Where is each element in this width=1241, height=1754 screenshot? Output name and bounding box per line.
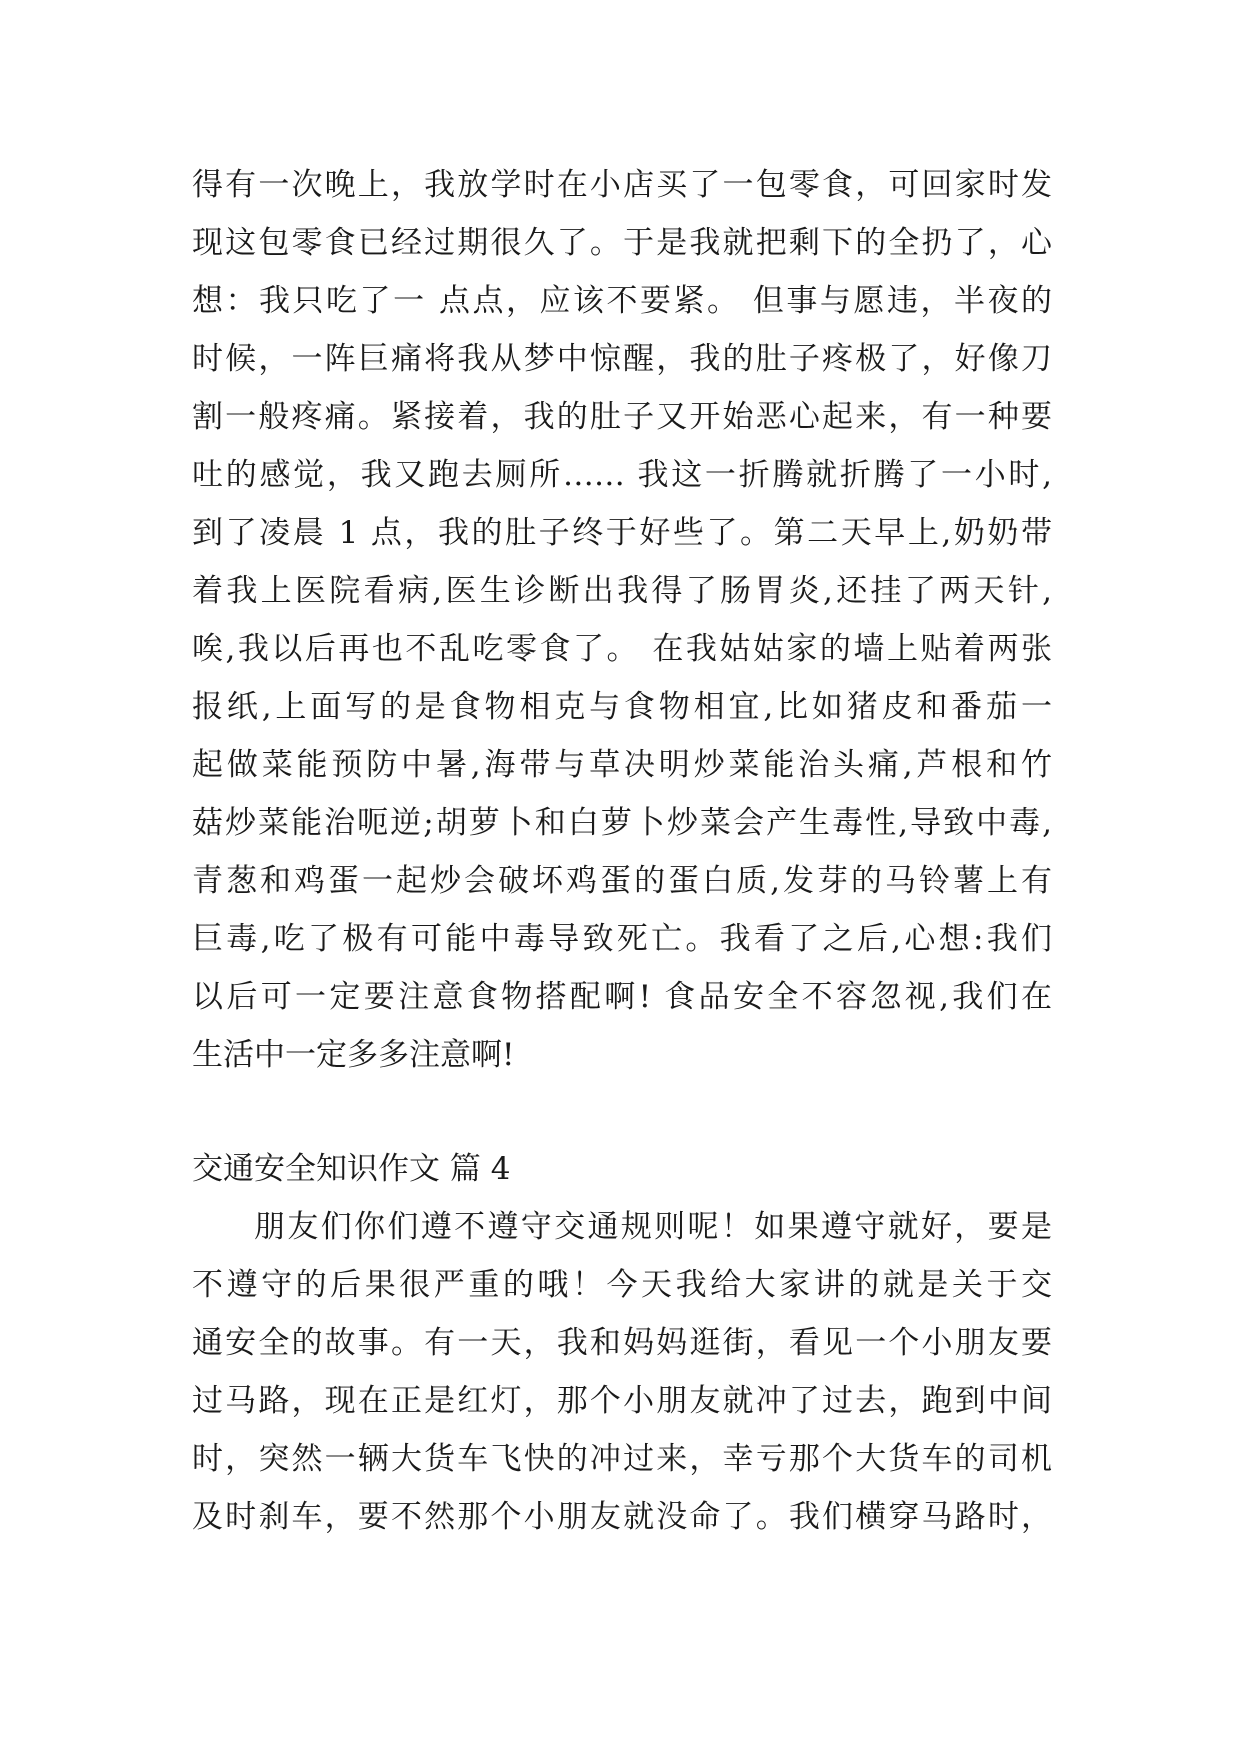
text-line: 现这包零食已经过期很久了。于是我就把剩下的全扔了，心 xyxy=(192,225,1052,261)
text-line: 菇炒菜能治呃逆;胡萝卜和白萝卜炒菜会产生毒性,导致中毒, xyxy=(192,805,1052,841)
text-line: 时候，一阵巨痛将我从梦中惊醒，我的肚子疼极了，好像刀 xyxy=(192,341,1052,377)
text-line: 通安全的故事。有一天，我和妈妈逛街，看见一个小朋友要 xyxy=(192,1325,1052,1361)
text-line: 得有一次晚上，我放学时在小店买了一包零食，可回家时发 xyxy=(192,167,1052,203)
text-line: 不遵守的后果很严重的哦！今天我给大家讲的就是关于交 xyxy=(192,1267,1052,1303)
text-line: 过马路，现在正是红灯，那个小朋友就冲了过去，跑到中间 xyxy=(192,1383,1052,1419)
text-line: 巨毒,吃了极有可能中毒导致死亡。我看了之后,心想:我们 xyxy=(192,921,1052,957)
text-line: 起做菜能预防中暑,海带与草决明炒菜能治头痛,芦根和竹 xyxy=(192,747,1052,783)
text-line: 时，突然一辆大货车飞快的冲过来，幸亏那个大货车的司机 xyxy=(192,1441,1052,1477)
text-line: 到了凌晨 1 点，我的肚子终于好些了。第二天早上,奶奶带 xyxy=(192,515,1052,551)
text-line: 朋友们你们遵不遵守交通规则呢！如果遵守就好，要是 xyxy=(254,1209,1052,1245)
text-line: 以后可一定要注意食物搭配啊! 食品安全不容忽视,我们在 xyxy=(192,979,1052,1015)
text-line: 青葱和鸡蛋一起炒会破坏鸡蛋的蛋白质,发芽的马铃薯上有 xyxy=(192,863,1052,899)
text-line: 生活中一定多多注意啊! xyxy=(192,1037,515,1073)
text-line: 及时刹车，要不然那个小朋友就没命了。我们横穿马路时， xyxy=(192,1499,1052,1535)
text-line: 着我上医院看病,医生诊断出我得了肠胃炎,还挂了两天针, xyxy=(192,573,1052,609)
text-line: 想：我只吃了一 点点，应该不要紧。 但事与愿违，半夜的 xyxy=(192,283,1052,319)
text-line: 割一般疼痛。紧接着，我的肚子又开始恶心起来，有一种要 xyxy=(192,399,1052,435)
text-line: 吐的感觉，我又跑去厕所…… 我这一折腾就折腾了一小时, xyxy=(192,457,1052,493)
text-line: 报纸,上面写的是食物相克与食物相宜,比如猪皮和番茄一 xyxy=(192,689,1052,725)
section-heading: 交通安全知识作文 篇 4 xyxy=(192,1151,511,1187)
text-line: 唉,我以后再也不乱吃零食了。 在我姑姑家的墙上贴着两张 xyxy=(192,631,1052,667)
